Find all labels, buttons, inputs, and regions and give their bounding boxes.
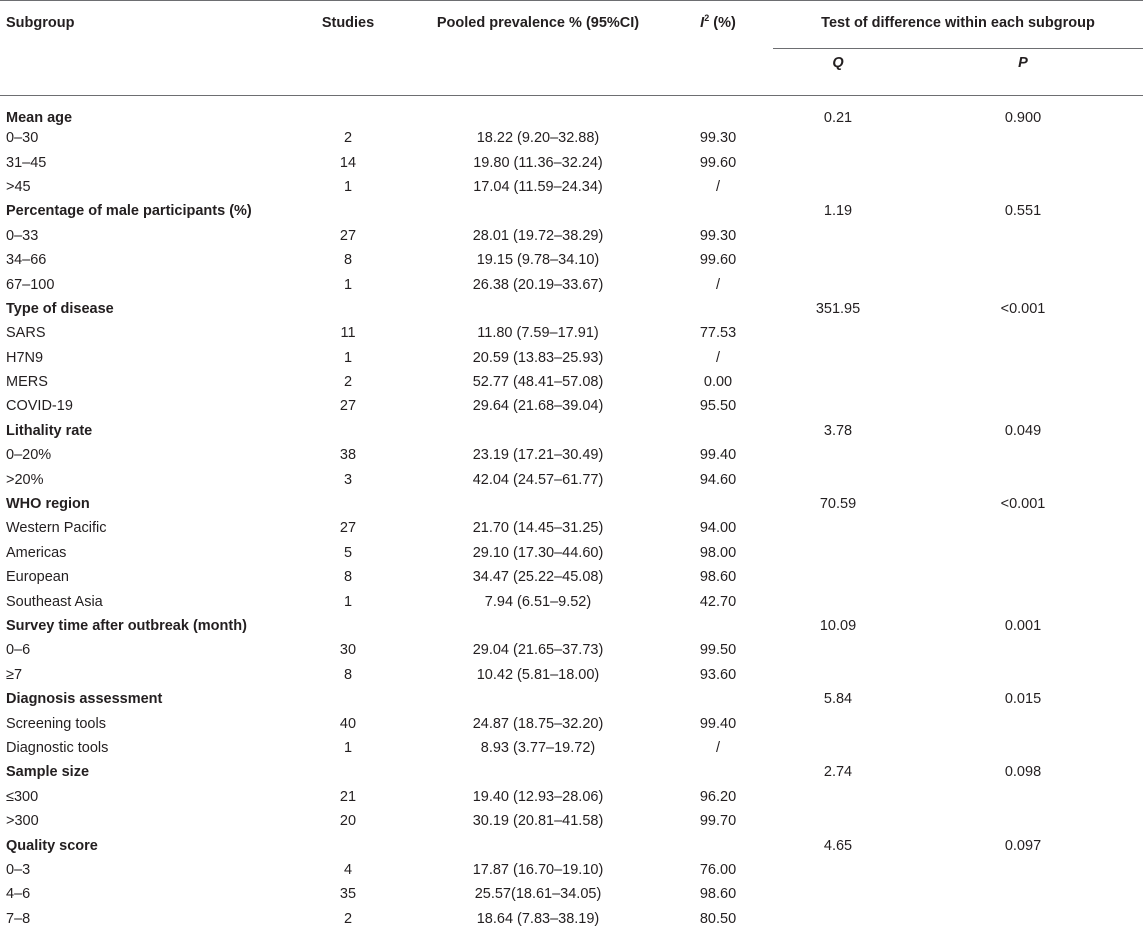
q-value-cell (773, 321, 903, 345)
i-squared-cell (663, 614, 773, 638)
subgroup-cell: 4–6 (6, 886, 31, 903)
i-squared-cell (663, 419, 773, 443)
subgroup-cell: Diagnosis assessment (6, 691, 163, 708)
i-squared-cell: / (715, 739, 721, 756)
subgroup-cell: >300 (6, 813, 39, 830)
pooled-prevalence-cell (413, 760, 663, 784)
pooled-prevalence-cell: 19.40 (12.93–28.06) (472, 788, 604, 805)
studies-cell: 1 (343, 276, 353, 293)
p-value-cell (903, 224, 1143, 248)
subgroup-cell: Americas (6, 544, 67, 561)
q-value-cell (773, 589, 903, 613)
pooled-prevalence-cell: 24.87 (18.75–32.20) (472, 715, 604, 732)
table-row (0, 150, 1143, 174)
q-value-cell: 10.09 (819, 618, 857, 634)
subgroup-cell: European (6, 569, 69, 586)
q-value-cell: 4.65 (823, 837, 853, 854)
p-value-cell (903, 736, 1143, 760)
studies-cell (283, 833, 413, 857)
q-value-cell (773, 809, 903, 833)
subgroup-cell: Type of disease (6, 300, 114, 317)
q-value-cell: 70.59 (819, 496, 857, 513)
studies-cell: 14 (339, 154, 357, 171)
studies-cell (283, 760, 413, 784)
pooled-prevalence-cell (413, 96, 663, 127)
i-squared-cell: 0.00 (703, 374, 733, 391)
subgroup-cell: 31–45 (6, 154, 47, 171)
studies-cell: 2 (343, 130, 353, 147)
table-row (0, 589, 1143, 613)
subgroup-cell: 0–33 (6, 227, 39, 244)
i-squared-cell: 98.60 (699, 569, 737, 586)
subgroup-cell: >20% (6, 471, 44, 488)
pooled-prevalence-cell (413, 614, 663, 638)
i-squared-cell: / (715, 276, 721, 293)
i-squared-cell: 80.50 (699, 910, 737, 927)
q-value-cell: 351.95 (815, 300, 861, 317)
i-squared-cell: 99.60 (699, 154, 737, 171)
i-squared-cell: 76.00 (699, 861, 737, 878)
table-row (0, 346, 1143, 370)
table-row (0, 443, 1143, 467)
studies-cell: 8 (343, 666, 353, 683)
pooled-prevalence-cell (413, 687, 663, 711)
group-header-row (0, 492, 1143, 516)
p-value-cell (903, 565, 1143, 589)
p-value-cell (903, 394, 1143, 418)
table-row (0, 785, 1143, 809)
p-value-cell: 0.551 (1004, 203, 1042, 220)
table-row (0, 565, 1143, 589)
pooled-prevalence-cell: 20.59 (13.83–25.93) (472, 349, 604, 366)
i-squared-cell: / (715, 349, 721, 366)
i-squared-cell: 98.00 (699, 544, 737, 561)
group-header-row (0, 96, 1143, 127)
q-value-cell (773, 126, 903, 150)
group-header-row (0, 297, 1143, 321)
i-squared-cell: 98.60 (699, 886, 737, 903)
table-row (0, 638, 1143, 662)
p-value-cell (903, 589, 1143, 613)
pooled-prevalence-cell: 23.19 (17.21–30.49) (472, 447, 604, 464)
pooled-prevalence-cell: 19.15 (9.78–34.10) (476, 252, 600, 269)
header-test-of-difference: Test of difference within each subgroup (773, 1, 1143, 49)
subgroup-cell: >45 (6, 178, 31, 195)
i-squared-cell (663, 96, 773, 127)
subgroup-cell: Sample size (6, 764, 90, 781)
pooled-prevalence-cell: 11.80 (7.59–17.91) (477, 325, 599, 342)
i-squared-cell: 96.20 (699, 788, 737, 805)
subgroup-cell: 34–66 (6, 252, 47, 269)
i-squared-cell: 99.60 (699, 252, 737, 269)
q-value-cell (773, 638, 903, 662)
studies-cell: 1 (343, 593, 353, 610)
table-row (0, 858, 1143, 882)
pooled-prevalence-cell: 29.64 (21.68–39.04) (472, 398, 604, 415)
q-value-cell (773, 394, 903, 418)
studies-cell: 2 (343, 910, 353, 927)
p-value-cell (903, 346, 1143, 370)
pooled-prevalence-cell: 17.04 (11.59–24.34) (473, 178, 603, 195)
table-row (0, 663, 1143, 687)
p-value-cell (903, 882, 1143, 906)
subgroup-cell: ≥7 (6, 666, 23, 683)
i-squared-cell: 99.40 (699, 715, 737, 732)
q-value-cell (773, 907, 903, 931)
table-row (0, 907, 1143, 931)
studies-cell: 4 (343, 861, 353, 878)
table-row (0, 711, 1143, 735)
subgroup-cell: WHO region (6, 496, 90, 513)
subgroup-cell: H7N9 (6, 349, 44, 366)
pooled-prevalence-cell (413, 297, 663, 321)
table-row (0, 224, 1143, 248)
p-value-cell (903, 858, 1143, 882)
studies-cell: 27 (339, 227, 357, 244)
table-row (0, 736, 1143, 760)
p-value-cell: <0.001 (1000, 300, 1046, 317)
i-squared-cell (663, 199, 773, 223)
subgroup-cell: Mean age (6, 110, 73, 126)
studies-cell (283, 614, 413, 638)
table-row (0, 467, 1143, 491)
group-header-row (0, 760, 1143, 784)
table-row (0, 809, 1143, 833)
q-value-cell (773, 272, 903, 296)
group-header-row (0, 419, 1143, 443)
i-squared-cell: 77.53 (699, 325, 737, 342)
q-value-cell (773, 882, 903, 906)
pooled-prevalence-cell: 7.94 (6.51–9.52) (484, 593, 592, 610)
header-subgroup: Subgroup (6, 15, 75, 31)
studies-cell: 40 (339, 715, 357, 732)
q-value-cell (773, 785, 903, 809)
p-value-cell (903, 126, 1143, 150)
studies-cell (283, 199, 413, 223)
studies-cell: 27 (339, 398, 357, 415)
pooled-prevalence-cell (413, 492, 663, 516)
i-squared-cell: 99.40 (699, 447, 737, 464)
subgroup-cell: COVID-19 (6, 398, 73, 415)
pooled-prevalence-cell: 26.38 (20.19–33.67) (472, 276, 604, 293)
studies-cell: 20 (339, 813, 357, 830)
pooled-prevalence-cell: 21.70 (14.45–31.25) (472, 520, 604, 537)
subgroup-cell: Southeast Asia (6, 593, 103, 610)
pooled-prevalence-cell: 8.93 (3.77–19.72) (480, 739, 596, 756)
table-row (0, 394, 1143, 418)
pooled-prevalence-cell: 10.42 (5.81–18.00) (476, 666, 600, 683)
table-row (0, 516, 1143, 540)
pooled-prevalence-cell: 17.87 (16.70–19.10) (472, 861, 604, 878)
q-value-cell: 5.84 (823, 691, 853, 708)
table-body (0, 96, 1143, 931)
subgroup-cell: 7–8 (6, 910, 31, 927)
i-squared-cell: 99.30 (699, 227, 737, 244)
p-value-cell (903, 541, 1143, 565)
table-row (0, 126, 1143, 150)
table-row (0, 541, 1143, 565)
p-value-cell (903, 907, 1143, 931)
pooled-prevalence-cell: 28.01 (19.72–38.29) (472, 227, 604, 244)
i-squared-cell (663, 687, 773, 711)
subgroup-cell: 67–100 (6, 276, 55, 293)
group-header-row (0, 687, 1143, 711)
q-value-cell (773, 516, 903, 540)
p-value-cell: 0.015 (1004, 691, 1042, 708)
studies-cell (283, 297, 413, 321)
p-value-cell: <0.001 (1000, 496, 1046, 513)
q-value-cell (773, 541, 903, 565)
i-squared-cell: 93.60 (699, 666, 737, 683)
studies-cell: 11 (340, 325, 356, 342)
i-squared-cell: 95.50 (699, 398, 737, 415)
group-header-row (0, 833, 1143, 857)
q-value-cell (773, 467, 903, 491)
q-value-cell: 3.78 (823, 422, 853, 439)
pooled-prevalence-cell: 52.77 (48.41–57.08) (472, 374, 604, 391)
q-value-cell: 2.74 (823, 764, 853, 781)
pooled-prevalence-cell: 42.04 (24.57–61.77) (472, 471, 604, 488)
q-value-cell (773, 663, 903, 687)
p-value-cell (903, 272, 1143, 296)
i-squared-cell: 94.00 (699, 520, 737, 537)
p-value-cell: 0.001 (1004, 618, 1042, 634)
q-value-cell: 0.21 (823, 110, 853, 126)
group-header-row (0, 199, 1143, 223)
subgroup-cell: Percentage of male participants (%) (6, 203, 252, 220)
i-squared-cell: 42.70 (699, 593, 737, 610)
i-squared-cell (663, 833, 773, 857)
q-value-cell (773, 346, 903, 370)
p-value-cell (903, 443, 1143, 467)
table-row (0, 882, 1143, 906)
studies-cell: 3 (343, 471, 353, 488)
group-header-row (0, 614, 1143, 638)
pooled-prevalence-cell: 30.19 (20.81–41.58) (472, 813, 604, 830)
studies-cell: 27 (339, 520, 357, 537)
pooled-prevalence-cell (413, 833, 663, 857)
i-squared-cell (663, 297, 773, 321)
i-squared-cell: 99.30 (699, 130, 737, 147)
pooled-prevalence-cell: 19.80 (11.36–32.24) (473, 154, 603, 171)
p-value-cell (903, 809, 1143, 833)
pooled-prevalence-cell: 34.47 (25.22–45.08) (472, 569, 604, 586)
q-value-cell (773, 736, 903, 760)
p-value-cell (903, 370, 1143, 394)
pooled-prevalence-cell: 18.22 (9.20–32.88) (476, 130, 600, 147)
subgroup-cell: Diagnostic tools (6, 739, 109, 756)
studies-cell: 1 (343, 739, 353, 756)
q-value-cell (773, 858, 903, 882)
p-value-cell (903, 248, 1143, 272)
studies-cell: 8 (343, 252, 353, 269)
studies-cell: 30 (339, 642, 357, 659)
subgroup-cell: MERS (6, 374, 48, 391)
pooled-prevalence-cell (413, 419, 663, 443)
subgroup-cell: Quality score (6, 837, 98, 854)
subgroup-cell: 0–20% (6, 447, 52, 464)
p-value-cell (903, 175, 1143, 199)
header-i-squared: $I^2$ (%) (700, 13, 736, 31)
subgroup-cell: ≤300 (6, 788, 39, 805)
p-value-cell (903, 711, 1143, 735)
subgroup-cell: SARS (6, 325, 46, 342)
p-value-cell (903, 467, 1143, 491)
studies-cell: 35 (339, 886, 357, 903)
i-squared-cell: 99.50 (699, 642, 737, 659)
header-pooled-prevalence: Pooled prevalence % (95%CI) (436, 15, 640, 31)
studies-cell (283, 419, 413, 443)
header-studies: Studies (321, 15, 375, 31)
subgroup-cell: Lithality rate (6, 422, 93, 439)
q-value-cell (773, 224, 903, 248)
table-row (0, 370, 1143, 394)
studies-cell: 21 (339, 788, 357, 805)
studies-cell: 1 (343, 349, 353, 366)
studies-cell: 38 (339, 447, 357, 464)
i-squared-cell: / (715, 178, 721, 195)
studies-cell: 8 (343, 569, 353, 586)
subgroup-cell: 0–30 (6, 130, 39, 147)
table-row (0, 175, 1143, 199)
p-value-cell: 0.049 (1004, 422, 1042, 439)
i-squared-cell: 94.60 (699, 471, 737, 488)
pooled-prevalence-cell: 18.64 (7.83–38.19) (476, 910, 600, 927)
pooled-prevalence-cell: 25.57(18.61–34.05) (474, 886, 602, 903)
p-value-cell (903, 638, 1143, 662)
pooled-prevalence-cell: 29.04 (21.65–37.73) (472, 642, 604, 659)
q-value-cell (773, 370, 903, 394)
subgroup-cell: Western Pacific (6, 520, 107, 537)
q-value-cell (773, 175, 903, 199)
studies-cell: 1 (343, 178, 353, 195)
table-row (0, 248, 1143, 272)
header-q: Q (832, 55, 844, 71)
subgroup-cell: 0–3 (6, 861, 31, 878)
subgroup-cell: Survey time after outbreak (month) (6, 618, 247, 634)
p-value-cell (903, 150, 1143, 174)
p-value-cell (903, 321, 1143, 345)
p-value-cell (903, 663, 1143, 687)
pooled-prevalence-cell: 29.10 (17.30–44.60) (472, 544, 604, 561)
q-value-cell (773, 248, 903, 272)
subgroup-cell: 0–6 (6, 642, 31, 659)
i-squared-cell (663, 760, 773, 784)
subgroup-cell: Screening tools (6, 715, 106, 732)
q-value-cell (773, 443, 903, 467)
pooled-prevalence-cell (413, 199, 663, 223)
table-row (0, 321, 1143, 345)
q-value-cell (773, 150, 903, 174)
q-value-cell: 1.19 (823, 203, 853, 220)
p-value-cell: 0.098 (1004, 764, 1042, 781)
table-row (0, 272, 1143, 296)
p-value-cell (903, 785, 1143, 809)
studies-cell (283, 492, 413, 516)
q-value-cell (773, 711, 903, 735)
i-squared-cell (663, 492, 773, 516)
p-value-cell: 0.097 (1004, 837, 1042, 854)
studies-cell: 5 (343, 544, 353, 561)
p-value-cell (903, 516, 1143, 540)
studies-cell (283, 96, 413, 127)
studies-cell: 2 (343, 374, 353, 391)
i-squared-cell: 99.70 (699, 813, 737, 830)
header-p: P (1018, 55, 1028, 71)
q-value-cell (773, 565, 903, 589)
p-value-cell: 0.900 (1004, 110, 1042, 126)
studies-cell (283, 687, 413, 711)
